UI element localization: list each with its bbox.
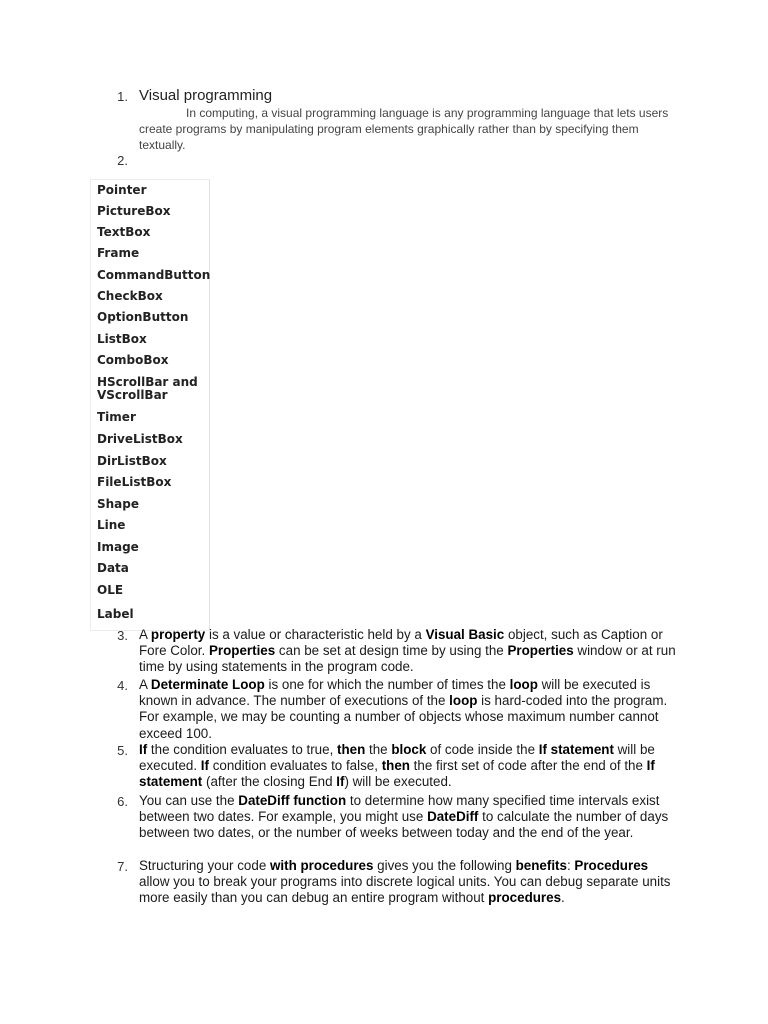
bold-term: If statement (139, 758, 655, 790)
datediff-paragraph (139, 793, 679, 842)
bold-term: loop (509, 677, 538, 692)
text-run: to determine how many specified time intervals exist between two dates. For example, you might use (139, 793, 660, 825)
text-run: will be executed. (139, 742, 655, 774)
control-name: Frame (97, 246, 140, 260)
text-run: is hard-coded into the program. For example, we may be counting a number of objects whose maximum number cannot exceed 100. (139, 693, 668, 741)
control-name: Pointer (97, 183, 147, 197)
list-number: 4. (117, 678, 128, 693)
text-run: the condition evaluates to true, (147, 742, 338, 757)
bold-term: Visual Basic (425, 627, 505, 642)
determinate-loop-paragraph (139, 677, 679, 742)
bold-term: If statement (538, 742, 614, 757)
text-run: A (139, 677, 151, 692)
control-name: CheckBox (97, 289, 163, 303)
item-description: In computing, a visual programming language is any programming language that lets users create programs by manipulating program elements graphically rather than by specifying them textually. (139, 106, 669, 152)
control-name: ComboBox (97, 353, 169, 367)
bold-term: Determinate Loop (150, 677, 265, 692)
control-name: PictureBox (97, 204, 171, 218)
property-paragraph (139, 627, 679, 676)
bold-term: If (336, 774, 345, 790)
control-name: Label (97, 607, 134, 621)
control-name: Shape (97, 497, 140, 511)
bold-term: Procedures (574, 858, 649, 873)
text-run: A (139, 627, 151, 642)
text-run: object, such as Caption or Fore Color. (139, 627, 663, 659)
bold-term: with procedures (270, 858, 374, 873)
bold-term: then (337, 742, 366, 757)
bold-term: DateDiff (427, 809, 479, 825)
list-number: 5. (117, 743, 128, 758)
text-run: . (561, 890, 565, 906)
control-name: DirListBox (97, 454, 167, 468)
control-name: TextBox (97, 225, 151, 239)
bold-term: then (381, 758, 410, 774)
text-run: can be set at design time by using the (275, 643, 508, 659)
bold-term: Properties (208, 643, 276, 659)
text-run: the (365, 742, 392, 757)
text-run: ) will be executed. (344, 774, 452, 790)
control-name: OLE (97, 583, 124, 597)
if-statement-paragraph (139, 742, 679, 791)
text-run: the first set of code after the end of the (409, 758, 647, 774)
text-run: will be executed is known in advance. The number of executions of the (139, 677, 651, 709)
text-run: (after the closing End (202, 774, 337, 790)
item-heading: Visual programming (139, 87, 273, 104)
bold-term: property (150, 627, 206, 642)
text-run: : (566, 858, 575, 873)
list-number: 7. (117, 859, 128, 874)
control-name: Image (97, 540, 139, 554)
control-name: HScrollBar and VScrollBar (97, 375, 198, 402)
procedures-paragraph (139, 858, 679, 907)
text-run: allow you to break your programs into discrete logical units. You can debug separate units more easily than you can debug an entire program without (139, 874, 671, 906)
text-run: to calculate the number of days between two dates, or the number of weeks between today and the end of the year. (139, 809, 669, 841)
list-number: 1. (117, 89, 128, 104)
text-run: is one for which the number of times the (264, 677, 510, 692)
text-run: Structuring your code (139, 858, 270, 873)
control-name: Line (97, 518, 126, 532)
control-name: Timer (97, 410, 136, 424)
control-name: FileListBox (97, 475, 172, 489)
text-run: condition evaluates to false, (208, 758, 382, 774)
bold-term: DateDiff function (238, 793, 347, 808)
controls-table (90, 179, 210, 631)
bold-term: procedures (488, 890, 562, 906)
list-number: 3. (117, 628, 128, 643)
control-name: ListBox (97, 332, 147, 346)
bold-term: block (391, 742, 427, 757)
text-run: gives you the following (373, 858, 516, 873)
bold-term: benefits (515, 858, 567, 873)
control-name: DriveListBox (97, 432, 183, 446)
text-run: You can use the (139, 793, 239, 808)
text-run: of code inside the (426, 742, 539, 757)
list-number: 2. (117, 153, 128, 168)
bold-term: If (139, 742, 148, 757)
bold-term: Properties (507, 643, 574, 659)
control-name: OptionButton (97, 310, 189, 324)
control-name: CommandButton (97, 268, 211, 282)
bold-term: loop (449, 693, 478, 709)
list-number: 6. (117, 794, 128, 809)
text-run: window or at run time by using statements in the program code. (139, 643, 676, 675)
control-name: Data (97, 561, 129, 575)
text-run: is a value or characteristic held by a (205, 627, 426, 642)
bold-term: If (200, 758, 209, 774)
